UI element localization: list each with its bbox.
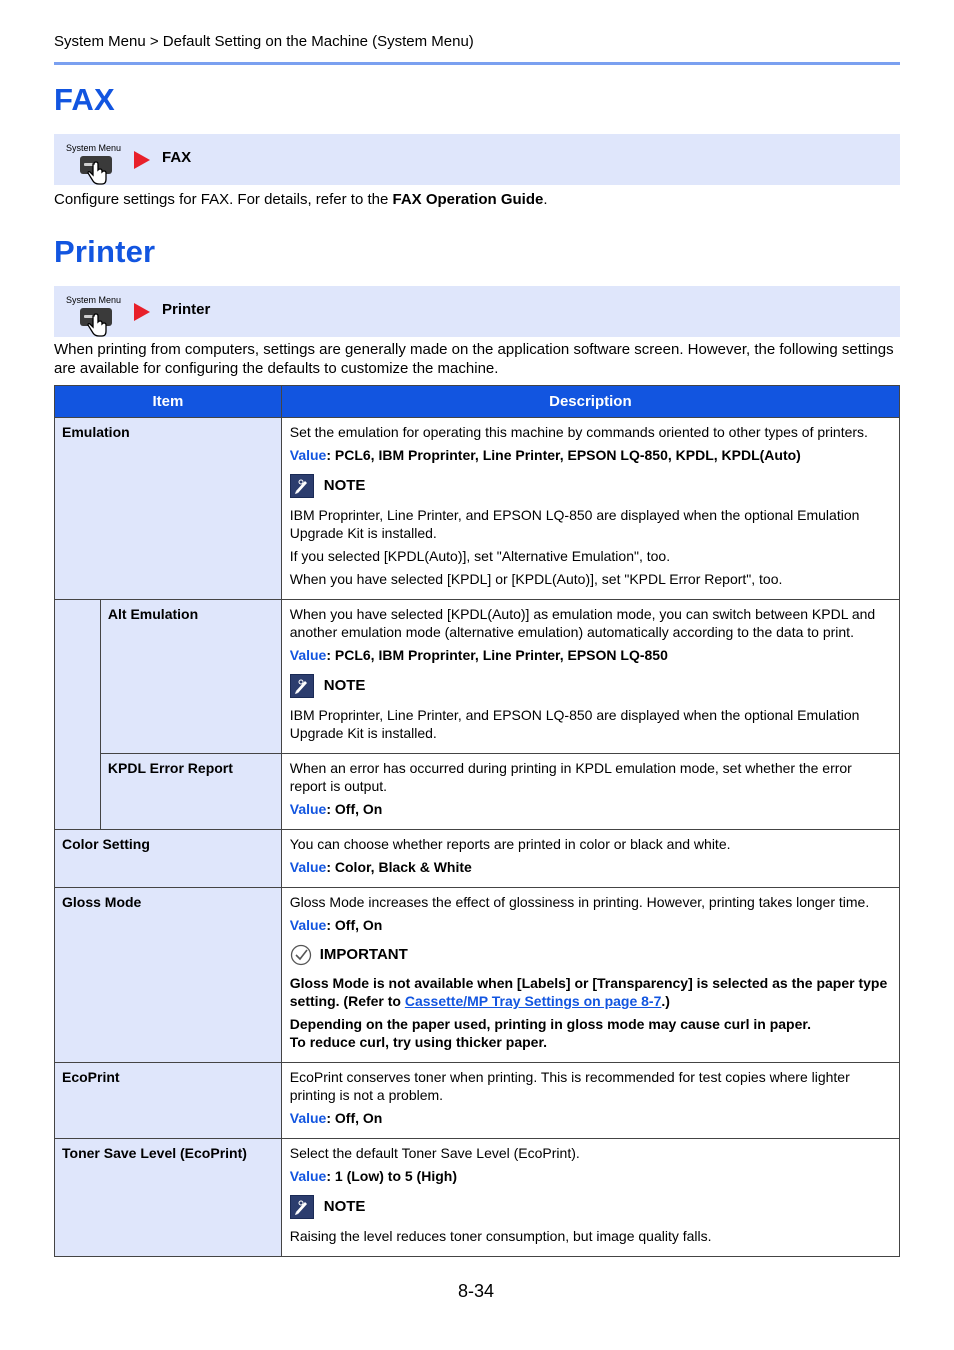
desc-alt-emulation: When you have selected [KPDL(Auto)] as emulation mode, you can switch between KPDL and another emulation mode (alternative emulation) automatically according to the data to print. Value: PCL6, IBM Proprinter, Line Printer, EPSON LQ-850 NOTE IBM Proprinter, Line Printer, and EPSON LQ-850 are displayed when the optional Emulation Upgrade Kit is installed. [281,600,899,754]
table-header-row [55,386,900,418]
menu-arrow-icon [134,151,150,169]
menu-arrow-icon [134,303,150,321]
system-menu-icon-label: System Menu [66,295,122,305]
fax-heading: FAX [54,82,115,117]
fax-menu-label: FAX [162,149,192,166]
desc-color-setting: You can choose whether reports are printed in color or black and white. Value: Color, Black & White [281,830,899,888]
desc-kpdl-error-report: When an error has occurred during printing in KPDL emulation mode, set whether the error report is output. Value: Off, On [281,754,899,830]
table-row [55,888,900,1063]
table-row [55,418,900,600]
table-row [55,1063,900,1139]
printer-menu-path-bar [54,286,900,337]
value-label: Value [289,1110,327,1126]
cassette-settings-link[interactable]: Cassette/MP Tray Settings on page 8-7 [404,993,662,1009]
table-row [55,600,900,754]
desc-ecoprint: EcoPrint conserves toner when printing. This is recommended for test copies where lighter printing is not a problem. Value: Off, On [281,1063,899,1139]
printer-menu-label: Printer [162,301,211,318]
header-rule [54,62,900,65]
table-row [55,754,900,830]
value-label: Value [289,647,327,663]
note-heading: NOTE [290,474,891,498]
fax-description: Configure settings for FAX. For details, refer to the FAX Operation Guide. [54,191,548,208]
column-header-item: Item [55,386,282,418]
fax-menu-path-bar [54,134,900,185]
page-number: 8-34 [458,1281,495,1301]
system-menu-icon-label: System Menu [66,143,122,153]
printer-intro: When printing from computers, settings are generally made on the application software screen. However, the following settings are available for configuring the defaults to customize the machine. [54,341,894,377]
breadcrumb: System Menu > Default Setting on the Machine (System Menu) [54,33,474,50]
printer-heading: Printer [54,234,156,269]
desc-emulation: Set the emulation for operating this machine by commands oriented to other types of printers. Value: PCL6, IBM Proprinter, Line Printer, EPSON LQ-850, KPDL, KPDL(Auto) NOTE IBM Proprinter, Line Printer, and EPSON LQ-850 are displayed when the optional Emulation Upgrade Kit is installed. If you selected [KPDL(Auto)], set "Alternative Emulation", too. When you have selected [KPDL] or [KPDL(Auto)], set "KPDL Error Report", too. [281,418,899,600]
table-row [55,830,900,888]
note-icon [290,474,314,498]
item-emulation: Emulation [55,418,282,600]
desc-toner-save-level: Select the default Toner Save Level (EcoPrint). Value: 1 (Low) to 5 (High) NOTE Raising the level reduces toner consumption, but image quality falls. [281,1139,899,1257]
note-icon [290,674,314,698]
note-heading: NOTE [290,1195,891,1219]
pointing-hand-icon [84,160,110,186]
value-label: Value [289,1168,327,1184]
value-label: Value [289,447,327,463]
item-ecoprint: EcoPrint [55,1063,282,1139]
item-gloss-mode: Gloss Mode [55,888,282,1063]
check-circle-icon [290,944,312,966]
pointing-hand-icon [84,312,110,338]
value-label: Value [289,917,327,933]
value-label: Value [289,859,327,875]
value-label: Value [289,801,327,817]
fax-guide-reference: FAX Operation Guide [392,191,544,208]
item-color-setting: Color Setting [55,830,282,888]
item-alt-emulation: Alt Emulation [100,600,281,754]
table-row [55,1139,900,1257]
emulation-group-spacer [55,600,101,830]
item-kpdl-error-report: KPDL Error Report [100,754,281,830]
column-header-description: Description [281,386,899,418]
note-icon [290,1195,314,1219]
desc-gloss-mode: Gloss Mode increases the effect of glossiness in printing. However, printing takes longer time. Value: Off, On IMPORTANT Gloss Mode is not available when [Labels] or [Transparency] is selected as the paper type setting. (Refer to Cassette/MP Tray Settings on page 8-7.) Depending on the paper used, printing in gloss mode may cause curl in paper. To reduce curl, try using thicker paper. [281,888,899,1063]
printer-settings-table [54,385,900,1257]
note-heading: NOTE [290,674,891,698]
important-heading: IMPORTANT [290,944,891,966]
item-toner-save-level: Toner Save Level (EcoPrint) [55,1139,282,1257]
